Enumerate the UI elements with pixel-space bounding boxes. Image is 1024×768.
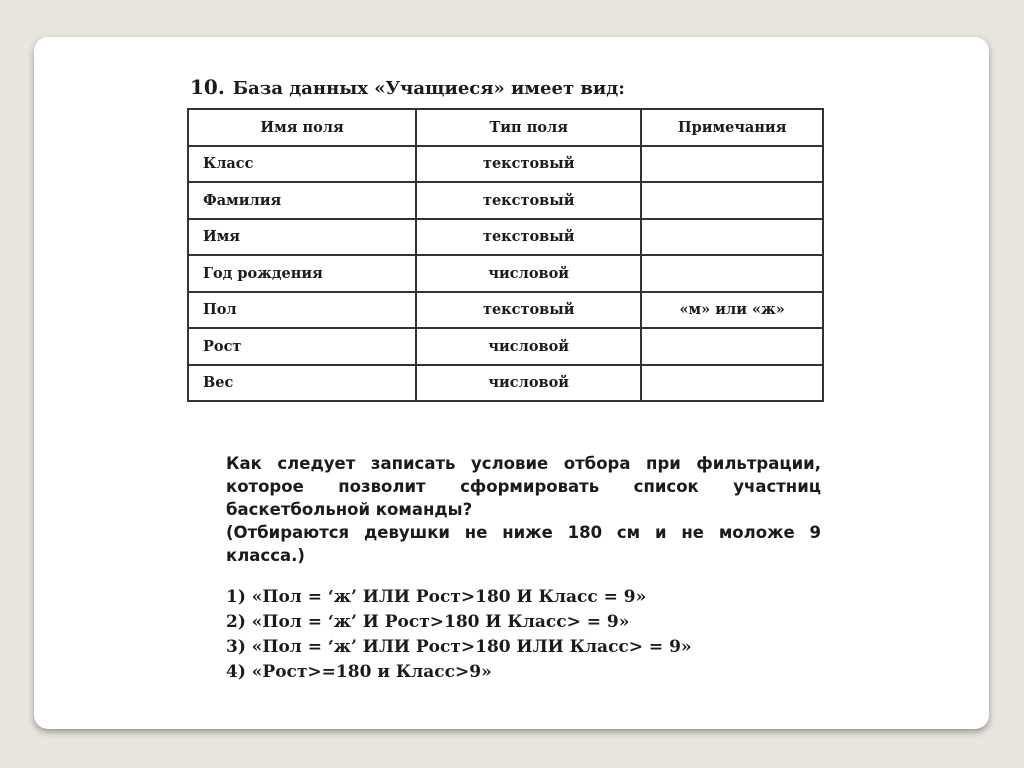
table-row [188, 365, 823, 402]
cell-field-name: Фамилия [188, 182, 416, 219]
table-header-row [188, 109, 823, 146]
problem-title-text: База данных «Учащиеся» имеет вид: [232, 78, 625, 99]
cell-field-type: числовой [416, 365, 641, 402]
cell-note [641, 146, 823, 183]
cell-field-type: текстовый [416, 219, 641, 256]
cell-field-type: числовой [416, 255, 641, 292]
question-text: Как следует записать условие отбора при фильтрации, которое позволит сформировать список участниц баскетбольной команды? [226, 454, 821, 519]
problem-title [190, 75, 625, 99]
table-row [188, 328, 823, 365]
table-row [188, 182, 823, 219]
cell-note [641, 219, 823, 256]
cell-field-name: Вес [188, 365, 416, 402]
cell-field-name: Имя [188, 219, 416, 256]
cell-field-name: Класс [188, 146, 416, 183]
fields-table [187, 108, 824, 402]
question-block [226, 452, 821, 567]
problem-number: 10. [190, 75, 225, 99]
scanned-page [34, 37, 989, 729]
slide-card [34, 37, 989, 729]
question-note: (Отбираются девушки не ниже 180 см и не моложе 9 класса.) [226, 523, 821, 565]
cell-field-name: Рост [188, 328, 416, 365]
table-row [188, 292, 823, 329]
answer-option-3: 3) «Пол = ‘ж’ ИЛИ Рост>180 ИЛИ Класс> = 9» [226, 637, 692, 657]
cell-field-type: текстовый [416, 292, 641, 329]
cell-note [641, 328, 823, 365]
header-field-type: Тип поля [416, 109, 641, 146]
table-row [188, 219, 823, 256]
cell-note: «м» или «ж» [641, 292, 823, 329]
cell-field-type: текстовый [416, 146, 641, 183]
answer-option-2: 2) «Пол = ‘ж’ И Рост>180 И Класс> = 9» [226, 612, 630, 632]
header-notes: Примечания [641, 109, 823, 146]
table-row [188, 146, 823, 183]
header-field-name: Имя поля [188, 109, 416, 146]
cell-note [641, 182, 823, 219]
table-row [188, 255, 823, 292]
cell-note [641, 255, 823, 292]
cell-field-type: текстовый [416, 182, 641, 219]
answer-option-1: 1) «Пол = ‘ж’ ИЛИ Рост>180 И Класс = 9» [226, 587, 647, 607]
answer-options [226, 585, 692, 685]
cell-note [641, 365, 823, 402]
cell-field-name: Пол [188, 292, 416, 329]
answer-option-4: 4) «Рост>=180 и Класс>9» [226, 662, 492, 682]
cell-field-type: числовой [416, 328, 641, 365]
cell-field-name: Год рождения [188, 255, 416, 292]
